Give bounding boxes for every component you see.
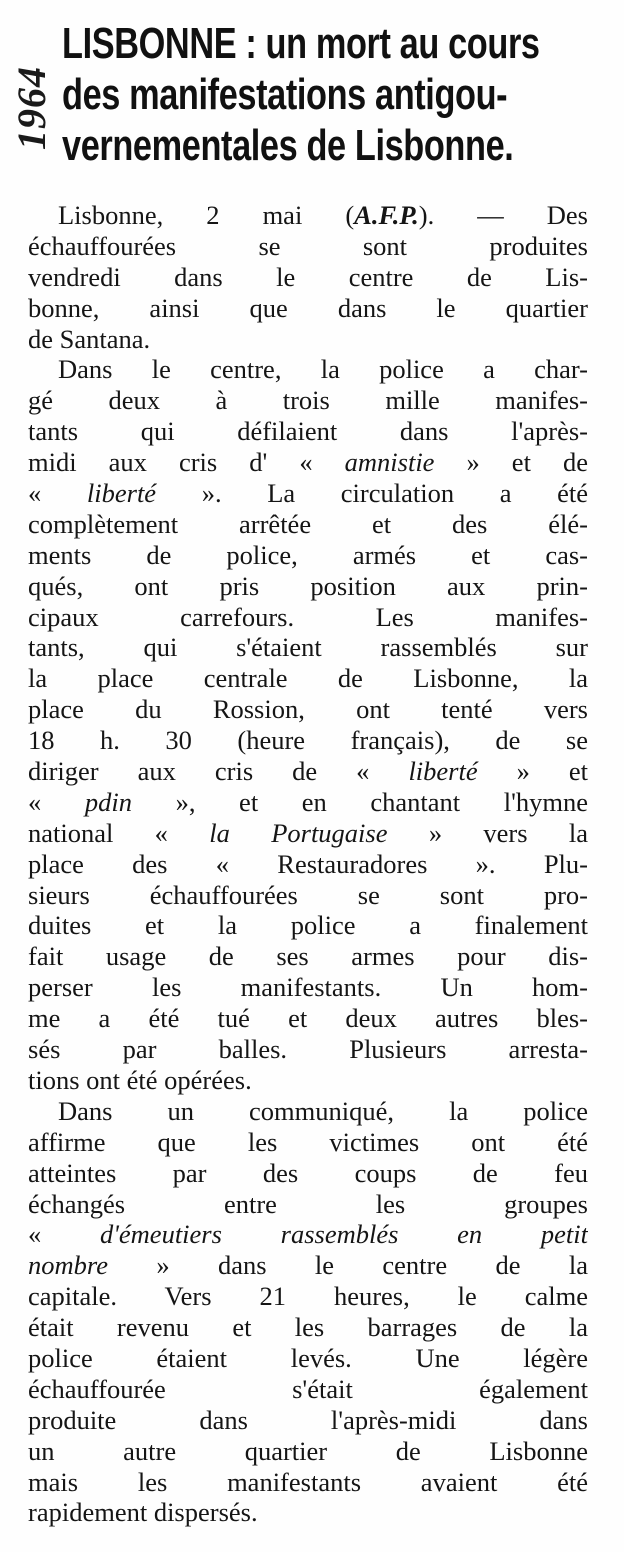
article-line: échangés entre les groupes: [28, 1188, 588, 1219]
article-line: rapidement dispersés.: [28, 1497, 258, 1528]
article-line: « d'émeutiers rassemblés en petit: [28, 1219, 588, 1250]
article-line: national « la Portugaise » vers la: [28, 817, 588, 848]
headline: [62, 18, 540, 171]
article-line: bonne, ainsi que dans le quartier: [28, 292, 588, 323]
article-line: échauffourée s'était également: [28, 1373, 588, 1404]
article-line: sés par balles. Plusieurs arresta-: [28, 1034, 588, 1065]
article-line: tions ont été opérées.: [28, 1064, 252, 1095]
emphasis-text: d'émeutiers rassemblés en petit: [99, 1219, 588, 1250]
emphasis-text: amnistie: [344, 447, 435, 478]
article-line: « liberté ». La circulation a été: [28, 478, 588, 509]
article-line: police étaient levés. Une légère: [28, 1342, 588, 1373]
article-line: midi aux cris d' « amnistie » et de: [28, 447, 588, 478]
article-line: affirme que les victimes ont été: [28, 1126, 588, 1157]
headline-line: vernementales de Lisbonne.: [62, 121, 514, 170]
article-line: Dans le centre, la police a char-: [58, 354, 588, 385]
article-line: me a été tué et deux autres bles-: [28, 1003, 588, 1034]
emphasis-text: la Portugaise: [209, 817, 388, 848]
article-line: ments de police, armés et cas-: [28, 539, 588, 570]
article-line: complètement arrêtée et des élé-: [28, 508, 588, 539]
article-line: atteintes par des coups de feu: [28, 1157, 588, 1188]
article-line: sieurs échauffourées se sont pro-: [28, 879, 588, 910]
article-line: la place centrale de Lisbonne, la: [28, 663, 588, 694]
article-line: produite dans l'après-midi dans: [28, 1404, 588, 1435]
emphasis-text: liberté: [86, 478, 157, 509]
article-line: cipaux carrefours. Les manifes-: [28, 601, 588, 632]
article-line: gé deux à trois mille manifes-: [28, 385, 588, 416]
article-line: échauffourées se sont produites: [28, 230, 588, 261]
emphasis-text: A.F.P.: [354, 200, 419, 230]
emphasis-text: pdin: [84, 786, 132, 817]
emphasis-text: liberté: [408, 756, 478, 787]
article-line: de Santana.: [28, 323, 151, 354]
article-line: capitale. Vers 21 heures, le calme: [28, 1281, 588, 1312]
article-line: perser les manifestants. Un hom-: [28, 972, 588, 1003]
article-line: nombre » dans le centre de la: [28, 1250, 588, 1281]
article-line: Dans un communiqué, la police: [58, 1095, 588, 1126]
article-body: [28, 200, 588, 1528]
article-line: « pdin », et en chantant l'hymne: [28, 786, 588, 817]
article-line: mais les manifestants avaient été: [28, 1466, 588, 1497]
article-line: tants qui défilaient dans l'après-: [28, 416, 588, 447]
article-line: était revenu et les barrages de la: [28, 1312, 588, 1343]
article-line: 18 h. 30 (heure français), de se: [28, 725, 588, 756]
article-line: tants, qui s'étaient rassemblés sur: [28, 632, 588, 663]
article-line: duites et la police a finalement: [28, 910, 588, 941]
emphasis-text: nombre: [28, 1250, 108, 1281]
article-line: diriger aux cris de « liberté » et: [28, 756, 588, 787]
handwritten-year: 1964: [9, 66, 54, 150]
article-line: place des « Restauradores ». Plu-: [28, 848, 588, 879]
article-line: vendredi dans le centre de Lis-: [28, 261, 588, 292]
article-line: qués, ont pris position aux prin-: [28, 570, 588, 601]
article-line: Lisbonne, 2 mai (A.F.P.). — Des: [58, 200, 588, 230]
headline-line: des manifestations antigou-: [62, 70, 508, 119]
article-line: fait usage de ses armes pour dis-: [28, 941, 588, 972]
article-line: place du Rossion, ont tenté vers: [28, 694, 588, 725]
article-line: un autre quartier de Lisbonne: [28, 1435, 588, 1466]
headline-line: LISBONNE : un mort au cours: [62, 19, 540, 68]
